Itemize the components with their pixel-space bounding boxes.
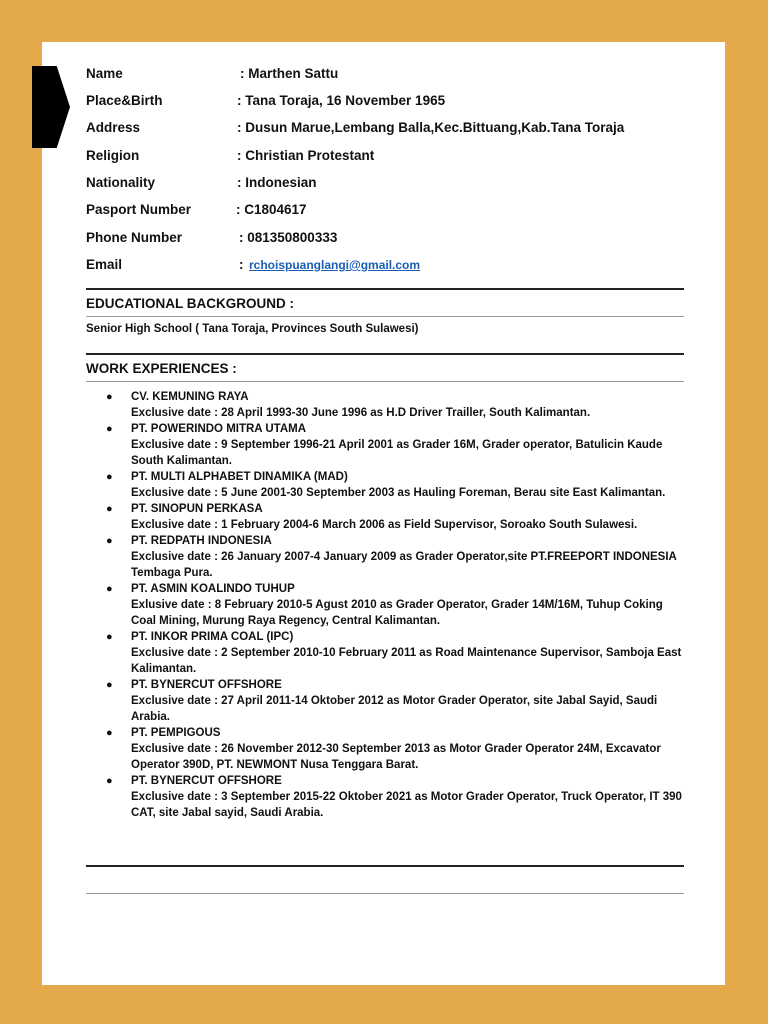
bullet-icon: ●	[106, 391, 113, 403]
work-experience-list	[86, 389, 684, 821]
section-divider	[86, 865, 684, 867]
section-divider	[86, 288, 684, 290]
bullet-icon: ●	[106, 679, 113, 691]
bullet-icon: ●	[106, 775, 113, 787]
info-label: Name	[86, 66, 123, 81]
info-value: : Christian Protestant	[237, 148, 375, 163]
resume-page	[42, 42, 725, 985]
info-value: : Dusun Marue,Lembang Balla,Kec.Bittuang,Kab.Tana Toraja	[237, 120, 625, 135]
info-value: : Marthen Sattu	[240, 66, 339, 81]
bullet-icon: ●	[106, 471, 113, 483]
bullet-icon: ●	[106, 631, 113, 643]
job-detail: Exclusive date : 1 February 2004-6 March 2006 as Field Supervisor, Soroako South Sulawesi.	[131, 519, 638, 531]
info-label: Nationality	[86, 175, 156, 190]
bullet-icon: ●	[106, 727, 113, 739]
footer-rule	[86, 893, 684, 894]
bullet-icon: ●	[106, 535, 113, 547]
info-label: Address	[86, 120, 141, 135]
info-label: Pasport Number	[86, 202, 192, 217]
job-detail: Exlusive date : 8 February 2010-5 Agust 2010 as Grader Operator, Grader 14M/16M, Tuhup Coking Coal Mining, Murung Raya Regency, Central Kalimantan.	[131, 599, 663, 627]
info-label: Place&Birth	[86, 93, 163, 108]
list-item	[86, 581, 684, 629]
company-name: PT. POWERINDO MITRA UTAMA	[131, 423, 307, 435]
job-detail: Exclusive date : 3 September 2015-22 Oktober 2021 as Motor Grader Operator, Truck Operator, IT 390 CAT, site Jabal sayid, Saudi Arabia.	[131, 791, 682, 819]
company-name: PT. BYNERCUT OFFSHORE	[131, 679, 282, 691]
list-item	[86, 469, 684, 501]
list-item	[86, 501, 684, 533]
company-name: PT. BYNERCUT OFFSHORE	[131, 775, 282, 787]
job-detail: Exclusive date : 26 November 2012-30 September 2013 as Motor Grader Operator 24M, Excavator Operator 390D, PT. NEWMONT Nusa Tenggara Barat.	[131, 743, 661, 771]
company-name: PT. SINOPUN PERKASA	[131, 503, 263, 515]
work-heading: WORK EXPERIENCES :	[86, 361, 237, 376]
company-name: PT. REDPATH INDONESIA	[131, 535, 272, 547]
info-value: : Tana Toraja, 16 November 1965	[237, 93, 446, 108]
bullet-icon: ●	[106, 583, 113, 595]
info-value: : C1804617	[236, 202, 307, 217]
company-name: CV. KEMUNING RAYA	[131, 391, 249, 403]
info-label: Email	[86, 257, 123, 272]
company-name: PT. ASMIN KOALINDO TUHUP	[131, 583, 295, 595]
education-text: Senior High School ( Tana Toraja, Provinces South Sulawesi)	[86, 323, 419, 335]
email-link[interactable]: rchoispuanglangi@gmail.com	[249, 258, 421, 272]
job-detail: Exclusive date : 28 April 1993-30 June 1996 as H.D Driver Trailler, South Kalimantan.	[131, 407, 591, 419]
list-item	[86, 421, 684, 469]
job-detail: Exclusive date : 9 September 1996-21 April 2001 as Grader 16M, Grader operator, Batulicin Kaude South Kalimantan.	[131, 439, 663, 467]
black-tab-marker	[32, 66, 70, 148]
info-label: Phone Number	[86, 230, 183, 245]
education-heading: EDUCATIONAL BACKGROUND :	[86, 296, 294, 311]
company-name: PT. INKOR PRIMA COAL (IPC)	[131, 631, 294, 643]
list-item	[86, 389, 684, 421]
job-detail: Exclusive date : 27 April 2011-14 Oktober 2012 as Motor Grader Operator, site Jabal Sayid, Saudi Arabia.	[131, 695, 658, 723]
bullet-icon: ●	[106, 503, 113, 515]
email-colon: :	[239, 257, 244, 272]
bullet-icon: ●	[106, 423, 113, 435]
job-detail: Exclusive date : 2 September 2010-10 February 2011 as Road Maintenance Supervisor, Samboja East Kalimantan.	[131, 647, 682, 675]
list-item	[86, 629, 684, 677]
section-underline	[86, 381, 684, 382]
section-underline	[86, 316, 684, 317]
job-detail: Exclusive date : 26 January 2007-4 January 2009 as Grader Operator,site PT.FREEPORT INDONESIA Tembaga Pura.	[131, 551, 677, 579]
section-divider	[86, 353, 684, 355]
list-item	[86, 677, 684, 725]
info-label: Religion	[86, 148, 140, 163]
company-name: PT. MULTI ALPHABET DINAMIKA (MAD)	[131, 471, 348, 483]
list-item	[86, 725, 684, 773]
job-detail: Exclusive date : 5 June 2001-30 September 2003 as Hauling Foreman, Berau site East Kalimantan.	[131, 487, 666, 499]
list-item	[86, 533, 684, 581]
info-value: : Indonesian	[237, 175, 317, 190]
list-item	[86, 773, 684, 821]
company-name: PT. PEMPIGOUS	[131, 727, 221, 739]
info-value: : 081350800333	[239, 230, 338, 245]
